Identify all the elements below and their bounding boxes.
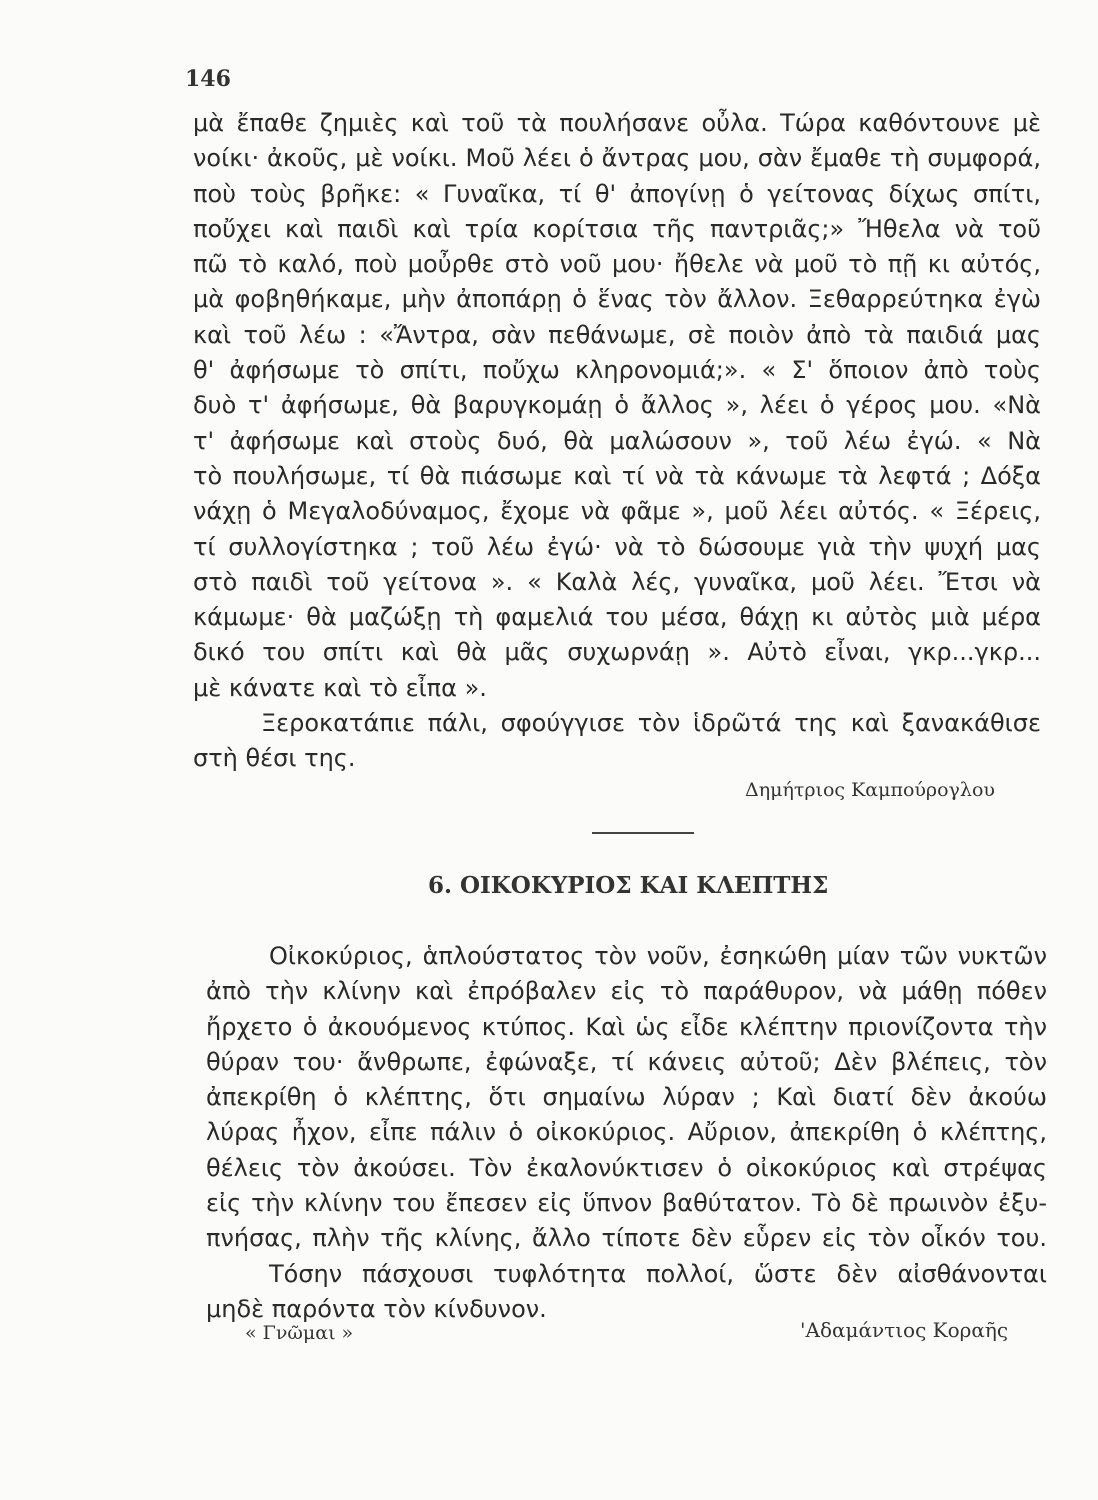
section-heading: 6. ΟΙΚΟΚΥΡΙΟΣ ΚΑΙ ΚΛΕΠΤΗΣ xyxy=(428,872,829,899)
text-line: νοίκι· ἀκοῦς, μὲ νοίκι. Μοῦ λέει ὁ ἄντρας μου, σὰν ἔμαθε τὴ συμφορά, xyxy=(193,144,1041,173)
text-line: μηδὲ παρόντα τὸν κίνδυνον. xyxy=(206,1294,547,1323)
text-line: Οἰκοκύριος, ἁπλούστατος τὸν νοῦν, ἐσηκώθη μίαν τῶν νυκτῶν xyxy=(269,942,1047,970)
text-line: ἤρχετο ὁ ἀκουόμενος κτύπος. Καὶ ὡς εἶδε κλέπτην πριονίζοντα τὴν xyxy=(206,1012,1047,1041)
section-divider xyxy=(592,832,694,834)
text-line: στὴ θέσι της. xyxy=(193,744,356,773)
text-line: μὰ φοβηθήκαμε, μὴν ἀποπάρῃ ὁ ἕνας τὸν ἄλλον. Ξεθαρρεύτηκα ἐγὼ xyxy=(193,285,1041,314)
text-line: Ξεροκατάπιε πάλι, σφούγγισε τὸν ἱδρῶτά της καὶ ξανακάθισε xyxy=(261,709,1041,738)
author-attribution: Δημήτριος Καμπούρογλου xyxy=(745,779,995,801)
text-line: ποὔχει καὶ παιδὶ καὶ τρία κορίτσια τῆς παντριᾶς;» Ἤθελα νὰ τοῦ xyxy=(193,214,1041,243)
text-line: θ' ἀφήσωμε τὸ σπίτι, ποὔχω κληρονομιά;». « Σ' ὅποιον ἀπὸ τοὺς xyxy=(193,356,1041,385)
text-line: μὰ ἔπαθε ζημιὲς καὶ τοῦ τὰ πουλήσανε οὖλα. Τώρα καθόντουνε μὲ xyxy=(193,109,1041,137)
text-line: θέλεις τὸν ἀκούσει. Τὸν ἐκαλονύκτισεν ὁ οἰκοκύριος καὶ στρέψας xyxy=(206,1153,1047,1182)
source-citation: « Γνῶμαι » xyxy=(245,1322,354,1344)
author-attribution: 'Αδαμάντιος Κοραῆς xyxy=(800,1318,1009,1342)
text-line: ποὺ τοὺς βρῆκε: « Γυναῖκα, τί θ' ἀπογίνῃ ὁ γείτονας δίχως σπίτι, xyxy=(193,179,1041,208)
story-continuation xyxy=(193,106,1041,777)
text-line: τί συλλογίστηκα ; τοῦ λέω ἐγώ· νὰ τὸ δώσουμε γιὰ τὴν ψυχή μας xyxy=(193,532,1041,561)
text-line: εἰς τὴν κλίνην του ἔπεσεν εἰς ὕπνον βαθύτατον. Τὸ δὲ πρωινὸν ἐξυ- xyxy=(206,1189,1047,1218)
text-line: δυὸ τ' ἀφήσωμε, θὰ βαρυγκομάῃ ὁ ἄλλος », λέει ὁ γέρος μου. «Νὰ xyxy=(193,391,1041,420)
text-line: λύρας ἦχον, εἶπε πάλιν ὁ οἰκοκύριος. Αὔριον, ἀπεκρίθη ὁ κλέπτης, xyxy=(206,1118,1047,1147)
text-line: τ' ἀφήσωμε καὶ στοὺς δυό, θὰ μαλώσουν », τοῦ λέω ἐγώ. « Νὰ xyxy=(193,426,1041,455)
text-line: δικό του σπίτι καὶ θὰ μᾶς συχωρνάῃ ». Αὐτὸ εἶναι, γκρ...γκρ... xyxy=(193,638,1041,667)
text-line: πνήσας, πλὴν τῆς κλίνης, ἄλλο τίποτε δὲν εὗρεν εἰς τὸν οἶκόν του. xyxy=(206,1224,1047,1253)
text-line: κάμωμε· θὰ μαζώξῃ τὴ φαμελιά του μέσα, θάχῃ κι αὐτὸς μιὰ μέρα xyxy=(193,603,1041,632)
text-line: Τόσην πάσχουσι τυφλότητα πολλοί, ὥστε δὲν αἰσθάνονται xyxy=(269,1259,1047,1288)
text-line: πῶ τὸ καλό, ποὺ μοὖρθε στὸ νοῦ μου· ἤθελε νὰ μοῦ τὸ πῇ κι αὐτός, xyxy=(193,250,1041,279)
text-line: τὸ πουλήσωμε, τί θὰ πιάσωμε καὶ τί νὰ τὰ κάνωμε τὰ λεφτά ; Δόξα xyxy=(193,461,1041,490)
text-line: ἀπεκρίθη ὁ κλέπτης, ὅτι σημαίνω λύραν ; Καὶ διατί δὲν ἀκούω xyxy=(206,1083,1047,1112)
text-line: ἀπὸ τὴν κλίνην καὶ ἐπρόβαλεν εἰς τὸ παράθυρον, νὰ μάθῃ πόθεν xyxy=(206,977,1047,1006)
text-line: μὲ κάνατε καὶ τὸ εἶπα ». xyxy=(193,673,487,702)
text-line: στὸ παιδὶ τοῦ γείτονα ». « Καλὰ λές, γυναῖκα, μοῦ λέει. Ἔτσι νὰ xyxy=(193,567,1041,596)
text-line: καὶ τοῦ λέω : «Ἄντρα, σὰν πεθάνωμε, σὲ ποιὸν ἀπὸ τὰ παιδιά μας xyxy=(193,320,1041,349)
text-line: θύραν του· ἄνθρωπε, ἐφώναξε, τί κάνεις αὐτοῦ; Δὲν βλέπεις, τὸν xyxy=(206,1047,1047,1076)
page-number: 146 xyxy=(185,66,231,92)
story-text xyxy=(206,939,1047,1327)
text-line: νάχῃ ὁ Μεγαλοδύναμος, ἔχομε νὰ φᾶμε », μοῦ λέει αὐτός. « Ξέρεις, xyxy=(193,497,1041,526)
